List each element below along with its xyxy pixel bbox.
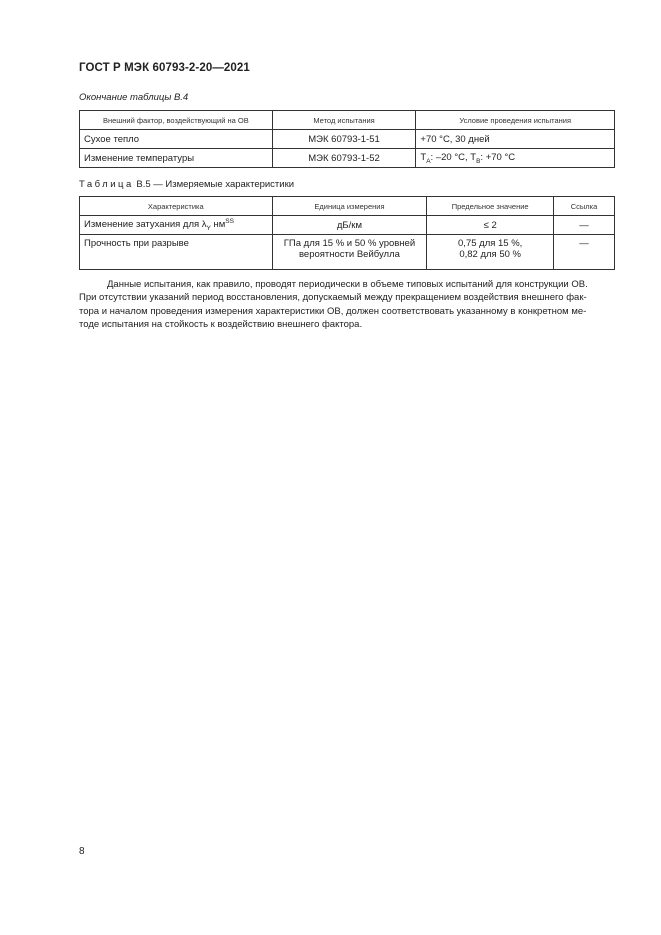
table-row [80, 216, 615, 235]
cell-unit [272, 235, 427, 270]
cell-characteristic: Прочность при разрыве [80, 235, 273, 270]
document-header: ГОСТ Р МЭК 60793-2-20—2021 [79, 62, 250, 74]
cell-factor: Изменение температуры [80, 149, 273, 168]
table-b5-caption [79, 179, 294, 190]
ta-symbol: T [420, 151, 427, 163]
column-header: Предельное значение [427, 197, 554, 216]
column-header: Ссылка [554, 197, 615, 216]
paragraph-line: тоде испытания на стойкость к воздействию внешнего фактора. [79, 318, 363, 330]
table-b4 [79, 110, 615, 168]
table-header-row [80, 111, 615, 130]
column-header: Характеристика [80, 197, 273, 216]
cell-unit: дБ/км [272, 216, 427, 235]
cell-reference: — [554, 216, 615, 235]
cell-characteristic [80, 216, 273, 235]
caption-prefix: Таблица [79, 179, 134, 190]
column-header: Метод испытания [272, 111, 416, 130]
page-number: 8 [79, 846, 85, 857]
unit-line: вероятности Вейбулла [298, 249, 400, 260]
body-paragraph [79, 278, 616, 331]
tb-symbol: T [470, 151, 477, 163]
cell-factor: Сухое тепло [80, 130, 273, 149]
tb-value: : +70 °С [480, 151, 516, 163]
char-text: Изменение затухания для λ [84, 219, 207, 231]
paragraph-line: Данные испытания, как правило, проводят периодически в объеме типовых испытаний для конструкции ОВ. [107, 279, 588, 290]
cell-limit: ≤ 2 [427, 216, 554, 235]
cell-condition: +70 °С, 30 дней [416, 130, 615, 149]
cell-reference: — [554, 235, 615, 270]
paragraph-line: При отсутствии указаний период восстановления, допускаемый между прекращением воздействия внешнего фак- [79, 292, 587, 304]
char-superscript: SS [225, 217, 234, 225]
char-unit: нм [210, 219, 226, 231]
cell-method: МЭК 60793-1-51 [272, 130, 416, 149]
table-row [80, 235, 615, 270]
ta-value: : –20 °С, [430, 151, 471, 163]
limit-line: 0,82 для 50 % [459, 249, 521, 260]
lambda-subscript: Y [206, 225, 211, 233]
table-b5 [79, 196, 615, 270]
tb-subscript: B [476, 157, 481, 165]
table-row [80, 130, 615, 149]
cell-condition [416, 149, 615, 168]
column-header: Условие проведения испытания [416, 111, 615, 130]
limit-line: 0,75 для 15 %, [458, 238, 523, 249]
caption-rest: B.5 — Измеряемые характеристики [133, 179, 295, 190]
column-header: Единица измерения [272, 197, 427, 216]
unit-line: ГПа для 15 % и 50 % уровней [283, 238, 416, 249]
cell-method: МЭК 60793-1-52 [272, 149, 416, 168]
cell-limit [427, 235, 554, 270]
ta-subscript: A [426, 157, 431, 165]
paragraph-line: тора и началом проведения измерения характеристики ОВ, должен соответствовать указанному в конкретном ме- [79, 305, 587, 317]
table-header-row [80, 197, 615, 216]
column-header: Внешний фактор, воздействующий на ОВ [80, 111, 273, 130]
table-row [80, 149, 615, 168]
table-b4-caption: Окончание таблицы B.4 [79, 92, 189, 103]
